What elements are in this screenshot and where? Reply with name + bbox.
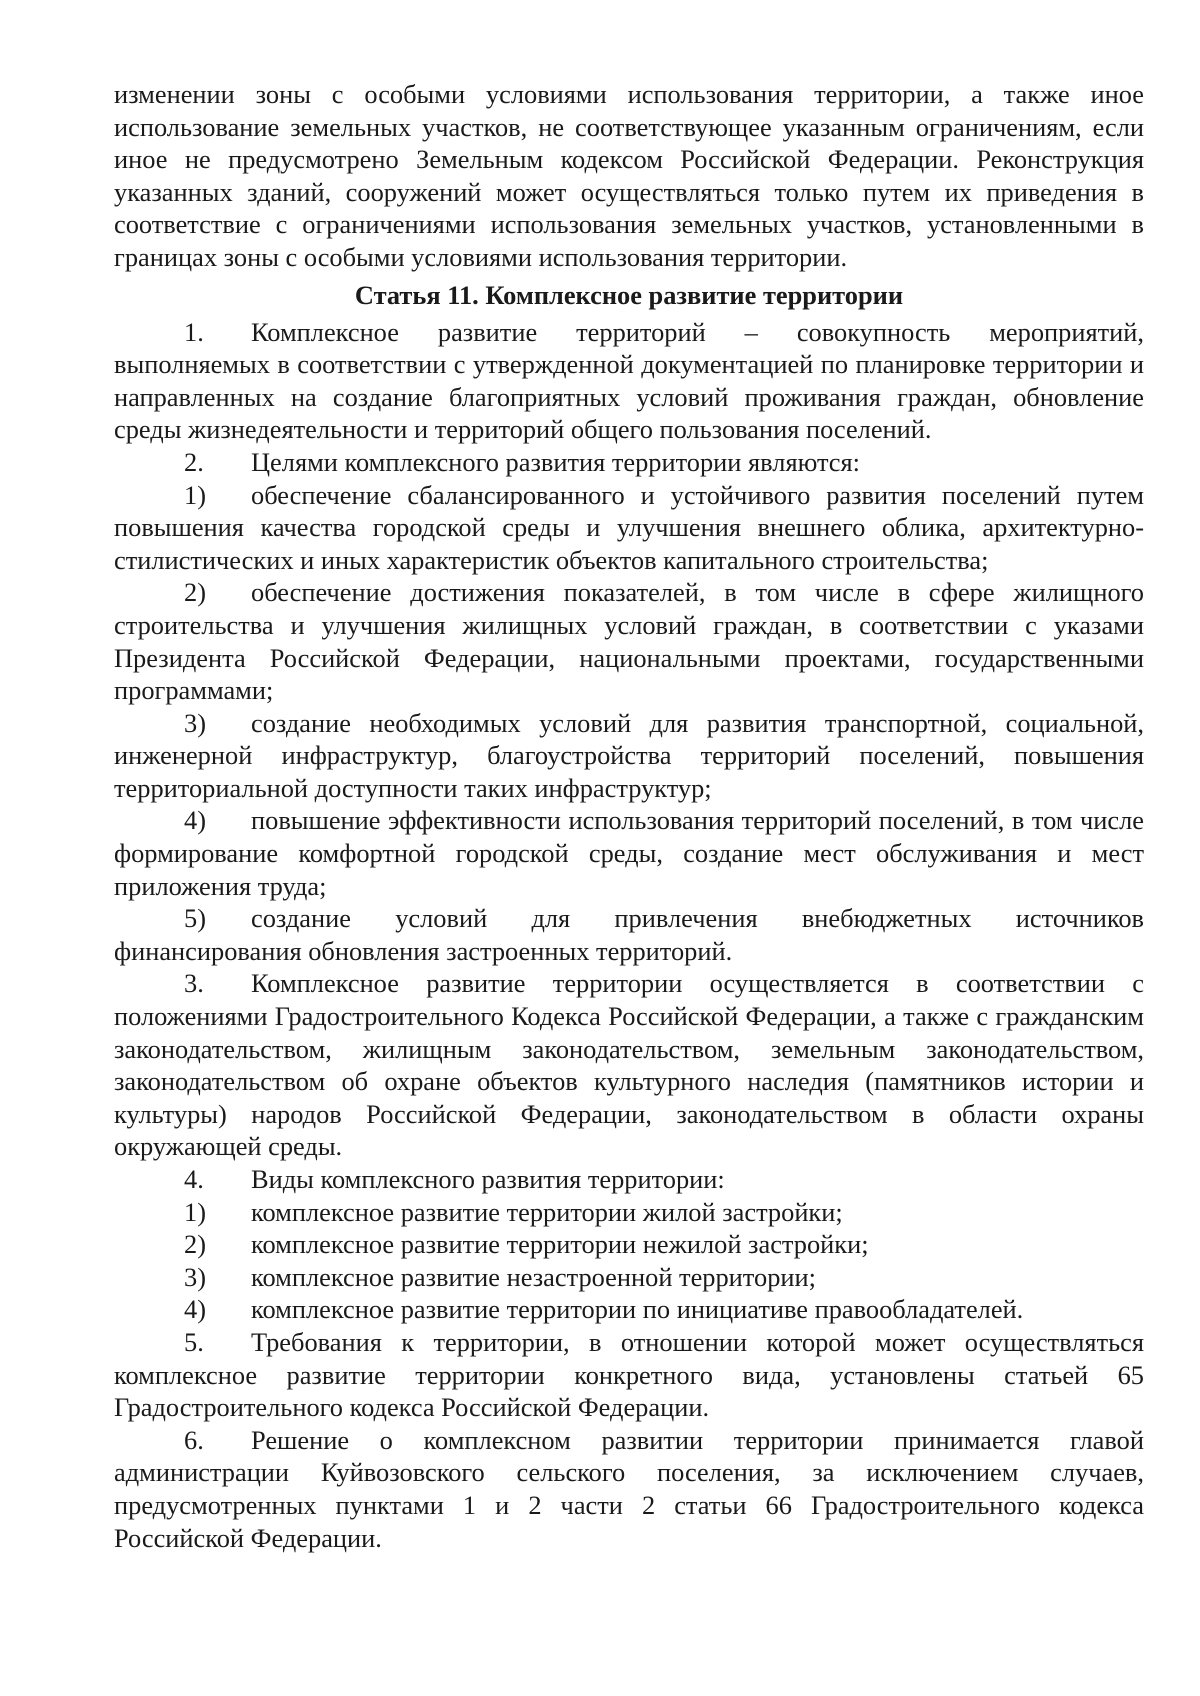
item-text: комплексное развитие территории жилой застройки; xyxy=(251,1196,843,1227)
item-number: 4. xyxy=(184,1164,204,1194)
item-text: Комплексное развитие территории осуществляется в соответствии с положениями Градостроительного Кодекса Российской Федерации, а также с гражданским законодательством, жилищным законодательством, земельным законодательством, законодательством об охране объектов культурного наследия (памятников истории и культуры) народов Российской Федерации, законодательством в области охраны окружающей среды. xyxy=(114,968,1144,1162)
item-text: Виды комплексного развития территории: xyxy=(251,1164,725,1194)
item-text: Решение о комплексном развитии территории принимается главой администрации Куйвозовского сельского поселения, за исключением случаев, предусмотренных пунктами 1 и 2 части 2 статьи 66 Градостроительного кодекса Российской Федерации. xyxy=(114,1424,1144,1553)
list-item xyxy=(114,576,1144,706)
list-item xyxy=(114,446,1144,479)
item-text: комплексное развитие незастроенной территории; xyxy=(251,1261,816,1292)
list-item xyxy=(114,1196,1144,1229)
list-item xyxy=(114,707,1144,805)
item-number: 2. xyxy=(184,446,204,477)
item-text: комплексное развитие территории по инициативе правообладателей. xyxy=(251,1294,1024,1325)
item-number: 2) xyxy=(184,577,206,608)
item-number: 4) xyxy=(184,1294,206,1325)
item-text: создание условий для привлечения внебюджетных источников финансирования обновления застроенных территорий. xyxy=(114,903,1144,966)
item-text: создание необходимых условий для развития транспортной, социальной, инженерной инфраструктур, благоустройства территорий поселений, повышения территориальной доступности таких инфраструктур; xyxy=(114,707,1144,803)
list-item xyxy=(114,1326,1144,1424)
list-item xyxy=(114,1424,1144,1554)
item-text: обеспечение достижения показателей, в том числе в сфере жилищного строительства и улучшения жилищных условий граждан, в соответствии с указами Президента Российской Федерации, национальными проектами, государственными программами; xyxy=(114,577,1144,706)
item-text: комплексное развитие территории нежилой застройки; xyxy=(251,1229,869,1260)
item-number: 3. xyxy=(184,968,204,999)
item-number: 2) xyxy=(184,1229,206,1260)
item-number: 3) xyxy=(184,707,206,738)
item-number: 6. xyxy=(184,1424,204,1455)
item-number: 1. xyxy=(184,316,204,347)
list-item xyxy=(114,1261,1144,1294)
item-number: 3) xyxy=(184,1261,206,1292)
list-item xyxy=(114,902,1144,967)
list-item xyxy=(114,479,1144,577)
item-number: 4) xyxy=(184,805,206,836)
list-item xyxy=(114,1293,1144,1326)
item-number: 1) xyxy=(184,479,206,510)
list-item xyxy=(114,1228,1144,1261)
list-item xyxy=(114,316,1144,446)
item-text: Комплексное развитие территорий – совокупность мероприятий, выполняемых в соответствии с утвержденной документацией по планировке территории и направленных на создание благоприятных условий проживания граждан, обновление среды жизнедеятельности и территорий общего пользования поселений. xyxy=(114,316,1144,445)
intro-paragraph: изменении зоны с особыми условиями использования территории, а также иное использование земельных участков, не соответствующее указанным ограничениям, если иное не предусмотрено Земельным кодексом Российской Федерации. Реконструкция указанных зданий, сооружений может осуществляться только путем их приведения в соответствие с ограничениями использования земельных участков, установленными в границах зоны с особыми условиями использования территории. xyxy=(114,79,1144,272)
list-item xyxy=(114,1163,1144,1196)
item-text: повышение эффективности использования территорий поселений, в том числе формирование комфортной городской среды, создание мест обслуживания и мест приложения труда; xyxy=(114,805,1144,901)
document-page xyxy=(114,78,1144,1554)
item-text: Требования к территории, в отношении которой может осуществляться комплексное развитие территории конкретного вида, установлены статьей 65 Градостроительного кодекса Российской Федерации. xyxy=(114,1326,1144,1423)
list-item xyxy=(114,804,1144,902)
item-number: 1) xyxy=(184,1196,206,1227)
item-text: Целями комплексного развития территории являются: xyxy=(251,446,860,477)
item-number: 5. xyxy=(184,1326,204,1357)
article-heading: Статья 11. Комплексное развитие территории xyxy=(354,279,904,310)
list-item xyxy=(114,967,1144,1163)
item-number: 5) xyxy=(184,903,206,934)
item-text: обеспечение сбалансированного и устойчивого развития поселений путем повышения качества городской среды и улучшения внешнего облика, архитектурно-стилистических и иных характеристик объектов капитального строительства; xyxy=(114,479,1144,575)
